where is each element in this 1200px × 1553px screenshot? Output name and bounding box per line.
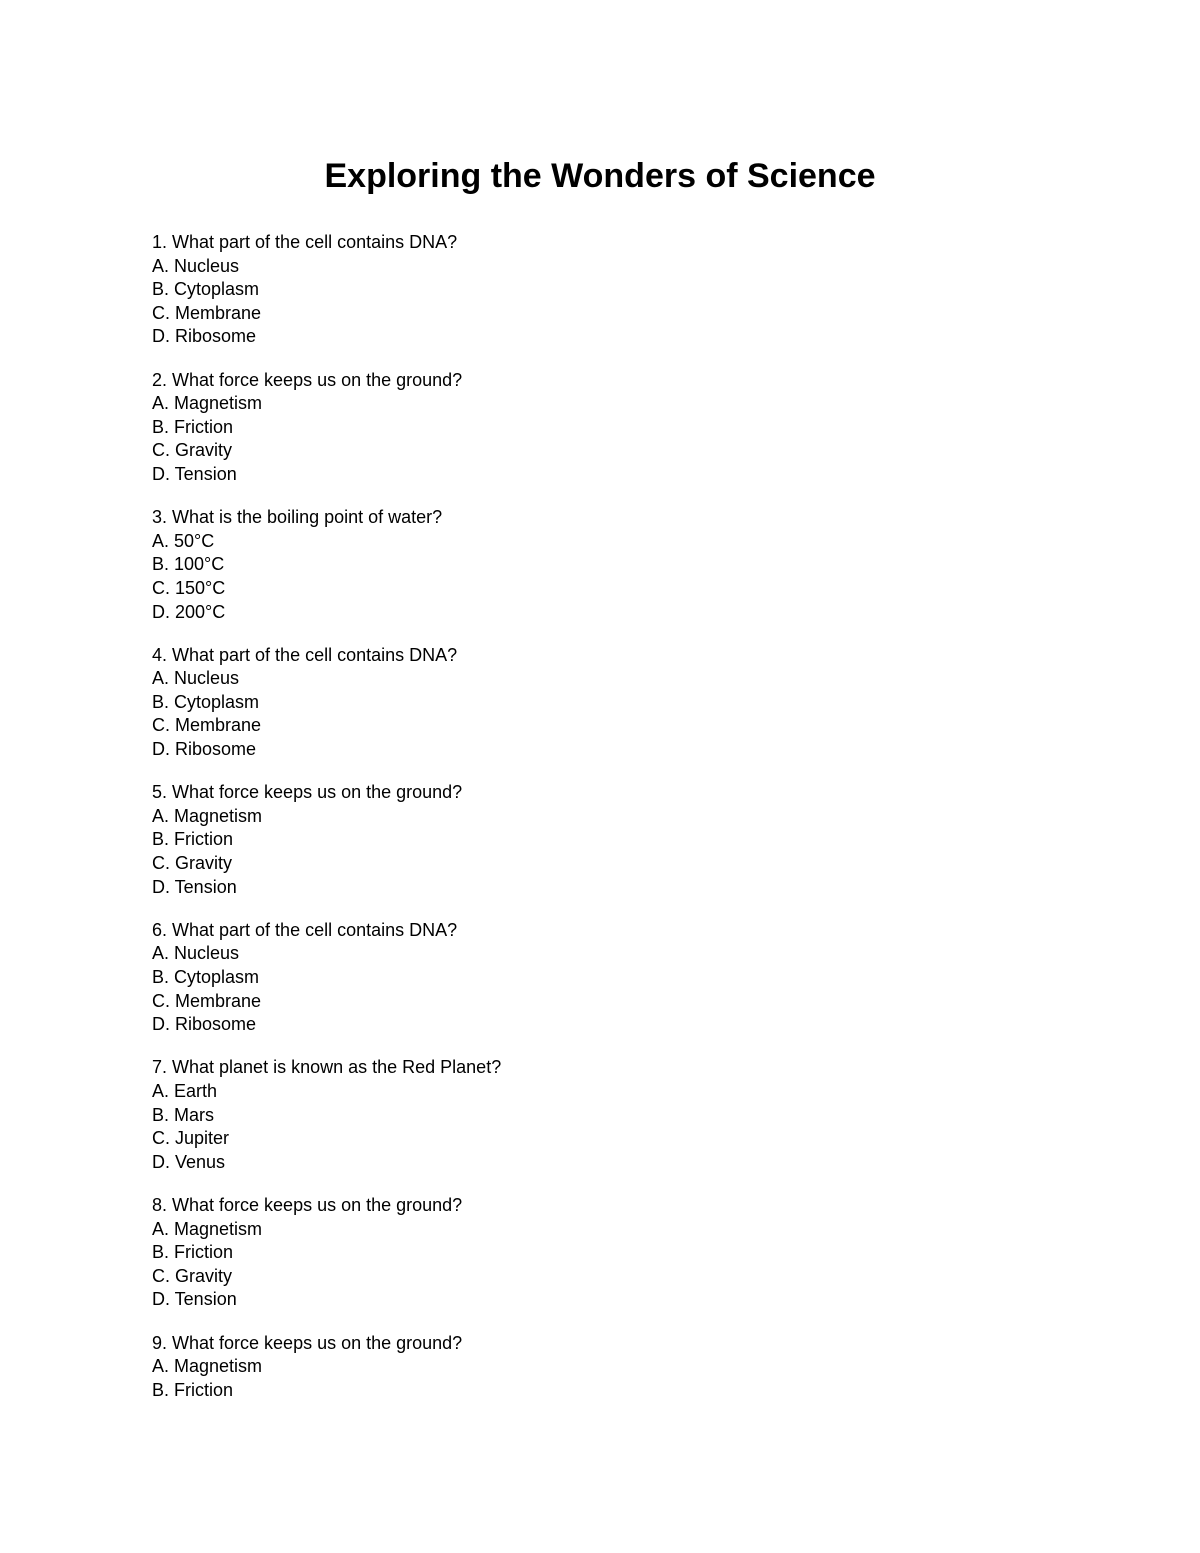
answer-option: D. Ribosome bbox=[152, 1014, 257, 1035]
answer-option: D. Tension bbox=[152, 463, 237, 484]
question-prompt: 6. What part of the cell contains DNA? bbox=[152, 919, 458, 940]
answer-option: A. Magnetism bbox=[152, 393, 263, 414]
question-block bbox=[152, 781, 1052, 899]
answer-option: A. 50°C bbox=[152, 530, 215, 551]
answer-option: D. Ribosome bbox=[152, 739, 257, 760]
answer-option: C. Gravity bbox=[152, 1265, 233, 1286]
question-block bbox=[152, 1332, 1052, 1403]
question-prompt: 8. What force keeps us on the ground? bbox=[152, 1194, 463, 1215]
answer-option: C. Membrane bbox=[152, 715, 262, 736]
question-block bbox=[152, 506, 1052, 624]
answer-option: D. Ribosome bbox=[152, 326, 257, 347]
answer-option: B. Mars bbox=[152, 1104, 215, 1125]
question-block bbox=[152, 369, 1052, 487]
answer-option: B. Cytoplasm bbox=[152, 279, 260, 300]
question-prompt: 1. What part of the cell contains DNA? bbox=[152, 232, 458, 252]
question-prompt: 2. What force keeps us on the ground? bbox=[152, 369, 463, 390]
question-block bbox=[152, 644, 1052, 762]
question-block bbox=[152, 1194, 1052, 1312]
answer-option: D. Venus bbox=[152, 1151, 226, 1172]
answer-option: C. Membrane bbox=[152, 990, 262, 1011]
answer-option: C. 150°C bbox=[152, 577, 226, 598]
answer-option: D. 200°C bbox=[152, 601, 226, 622]
question-list bbox=[152, 231, 1052, 1422]
answer-option: A. Nucleus bbox=[152, 943, 240, 964]
answer-option: D. Tension bbox=[152, 1289, 237, 1310]
answer-option: B. Cytoplasm bbox=[152, 691, 260, 712]
answer-option: A. Magnetism bbox=[152, 1218, 263, 1239]
answer-option: C. Gravity bbox=[152, 853, 233, 874]
answer-option: B. Friction bbox=[152, 416, 234, 437]
answer-option: A. Magnetism bbox=[152, 805, 263, 826]
question-prompt: 4. What part of the cell contains DNA? bbox=[152, 644, 458, 665]
answer-option: A. Magnetism bbox=[152, 1356, 263, 1377]
answer-option: B. 100°C bbox=[152, 554, 225, 575]
question-prompt: 9. What force keeps us on the ground? bbox=[152, 1332, 463, 1353]
answer-option: C. Gravity bbox=[152, 440, 233, 461]
question-prompt: 5. What force keeps us on the ground? bbox=[152, 782, 463, 803]
question-block bbox=[152, 231, 1052, 349]
question-block bbox=[152, 919, 1052, 1037]
answer-option: A. Nucleus bbox=[152, 255, 240, 276]
answer-option: C. Jupiter bbox=[152, 1128, 230, 1149]
answer-option: B. Cytoplasm bbox=[152, 967, 260, 987]
answer-option: B. Friction bbox=[152, 1379, 234, 1400]
question-prompt: 7. What planet is known as the Red Planet? bbox=[152, 1057, 502, 1078]
question-block bbox=[152, 1056, 1052, 1174]
answer-option: B. Friction bbox=[152, 1242, 234, 1263]
question-prompt: 3. What is the boiling point of water? bbox=[152, 507, 443, 528]
answer-option: D. Tension bbox=[152, 876, 237, 897]
answer-option: C. Membrane bbox=[152, 302, 262, 323]
answer-option: B. Friction bbox=[152, 829, 234, 850]
answer-option: A. Nucleus bbox=[152, 668, 240, 689]
answer-option: A. Earth bbox=[152, 1080, 218, 1101]
page-title: Exploring the Wonders of Science bbox=[324, 157, 876, 195]
